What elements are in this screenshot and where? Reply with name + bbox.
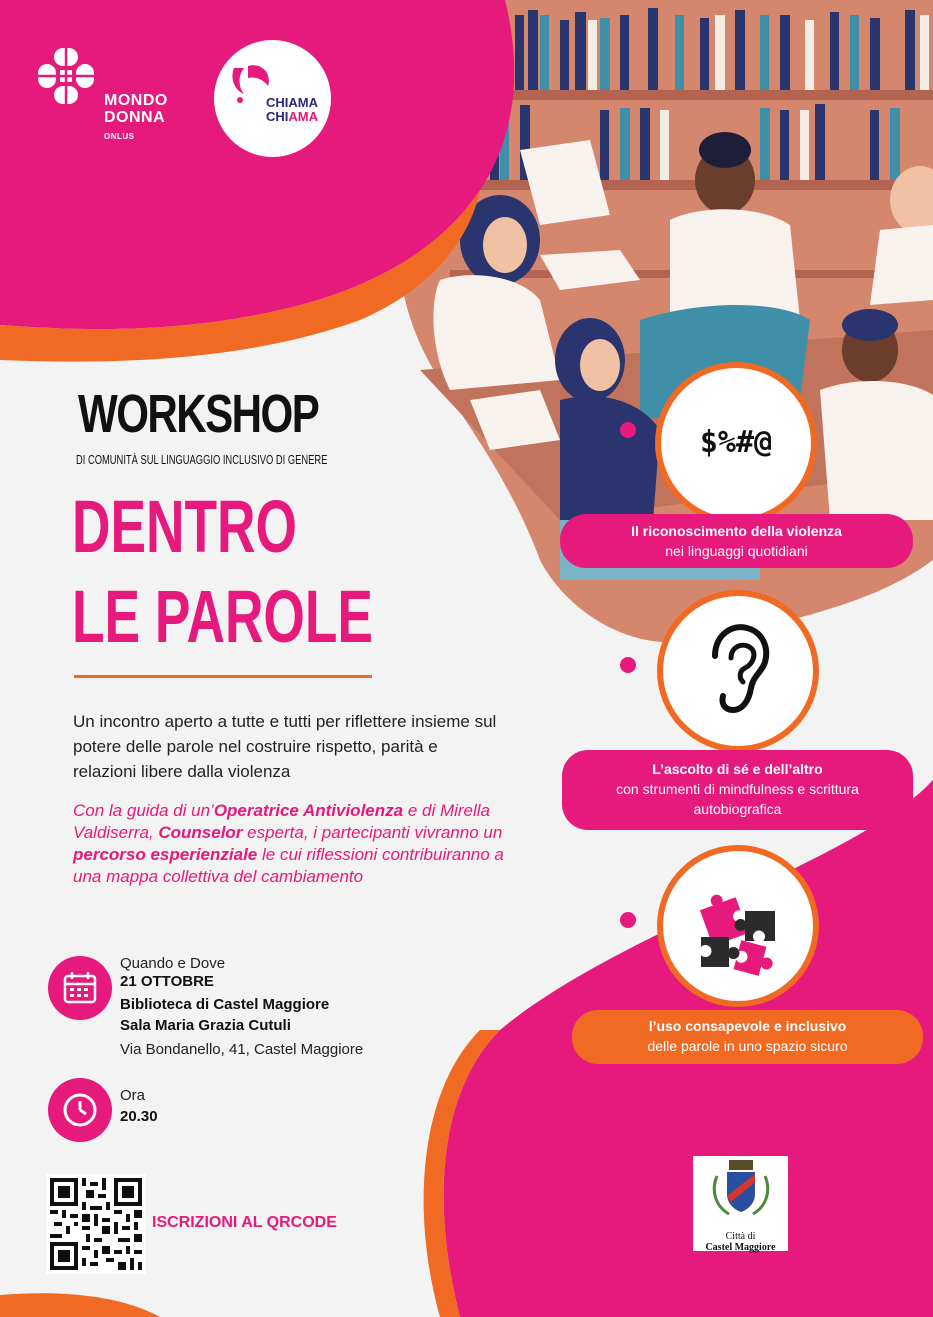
topic-circle-2 [657,590,819,752]
topic-pill-3 [572,1010,923,1064]
topic-circle-1 [655,362,817,524]
mondo-donna-icon [34,44,98,108]
topic-1-desc: nei linguaggi quotidiani [665,543,808,559]
title-line-2: LE PAROLE [72,575,373,658]
mondo-donna-logo [34,44,194,144]
onlus-text: ONLUS [104,132,135,141]
ear-icon [663,596,813,746]
topic-dot-2 [620,657,636,673]
event-venue: Biblioteca di Castel Maggiore [120,996,330,1013]
clock-badge [48,1078,112,1142]
topic-3-desc: delle parole in uno spazio sicuro [647,1038,848,1054]
qr-code[interactable] [46,1174,146,1274]
event-room: Sala Maria Grazia Cutuli [120,1017,291,1034]
donna-text: DONNA [104,109,166,126]
topic-3-title: l’uso consapevole e inclusivo [648,1018,847,1034]
qr-code-image [46,1174,146,1274]
chiama-line2: CHIAMA [266,109,318,124]
topic-2-title: L’ascolto di sé e dell’altro [652,761,823,777]
when-where-block [120,953,363,1060]
calendar-icon [48,956,112,1020]
workshop-subtitle: DI COMUNITÀ SUL LINGUAGGIO INCLUSIVO DI GENERE [76,452,328,467]
event-address: Via Bondanello, 41, Castel Maggiore [120,1041,364,1058]
svg-text:$%#@: $%#@ [699,425,773,460]
event-date: 21 OTTOBRE [120,973,214,990]
workshop-heading: WORKSHOP [78,384,319,444]
city-crest [693,1156,788,1251]
title-divider [74,675,372,678]
crest-line-2: Castel Maggiore [705,1242,776,1253]
time-value: 20.30 [120,1108,158,1125]
chiama-line1: CHIAMA [266,95,318,110]
clock-icon [48,1078,112,1142]
chiama-chiama-logo [214,40,331,157]
time-label: Ora [120,1087,146,1104]
topic-pill-1 [560,514,913,568]
topic-pill-2 [562,750,913,830]
title-line-1: DENTRO [72,485,297,568]
guide-text: Con la guida di un’Operatrice Antiviolenza e di Mirella Valdiserra, Counselor esperta, i partecipanti vivranno un percorso esperienziale le cui riflessioni contribuiranno a una mappa collettiva del cambiamento [73,801,504,886]
intro-text: Un incontro aperto a tutte e tutti per riflettere insieme sul potere delle parole nel costruire rispetto, parità e relazioni libere dalla violenza [73,712,497,781]
when-where-label: Quando e Dove [120,955,226,972]
topic-circle-3 [657,845,819,1007]
mondo-text: MONDO [104,92,168,109]
profanity-symbols-icon [661,368,811,518]
topic-1-title: Il riconoscimento della violenza [631,523,842,539]
calendar-badge [48,956,112,1020]
topic-2-desc: con strumenti di mindfulness e scrittura autobiografica [616,781,859,817]
crest-line-1: Città di [725,1231,756,1242]
registration-label: ISCRIZIONI AL QRCODE [152,1214,337,1231]
topic-dot-1 [620,422,636,438]
puzzle-icon [663,851,813,1001]
time-block [120,1085,158,1127]
topic-dot-3 [620,912,636,928]
crest-emblem-icon [693,1156,788,1226]
